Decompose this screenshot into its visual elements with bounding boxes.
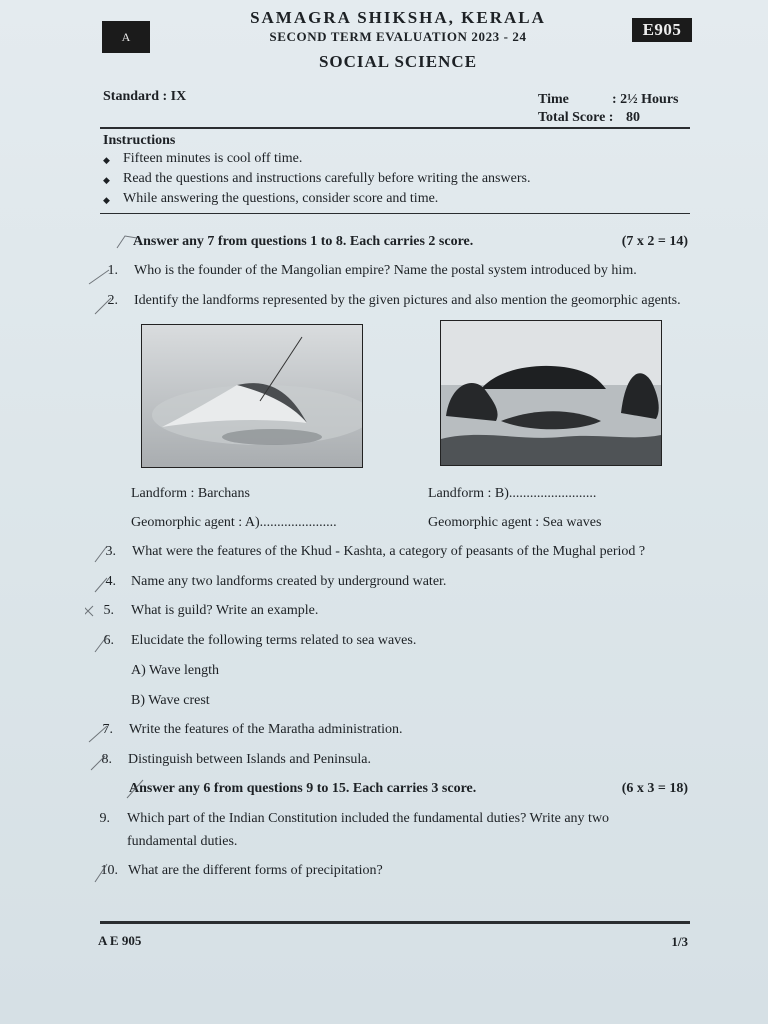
tick-icon	[91, 756, 105, 770]
instruction-item: ◆ Fifteen minutes is cool off time.	[103, 151, 302, 169]
tick-icon	[95, 298, 111, 314]
cross-icon	[85, 606, 93, 616]
total-score-label: Total Score :	[538, 110, 614, 125]
question-6-part-a: A) Wave length	[131, 663, 220, 678]
tick-icon	[95, 546, 107, 562]
section-1-marks: (7 x 2 = 14)	[621, 234, 688, 249]
pencil-tick-marks	[85, 232, 768, 892]
time-label: Time	[538, 92, 569, 107]
tick-icon	[89, 270, 109, 284]
tick-icon	[127, 780, 143, 798]
total-score-value: 80	[626, 110, 640, 125]
header-divider	[100, 127, 690, 129]
right-landform-label: Landform : B).........................	[428, 486, 597, 501]
tick-icon	[89, 726, 107, 742]
section-1-heading: Answer any 7 from questions 1 to 8. Each carries 2 score.	[133, 234, 474, 249]
bullet-icon: ◆	[103, 195, 110, 205]
bullet-icon: ◆	[103, 155, 110, 165]
section-2-heading: Answer any 6 from questions 9 to 15. Each carries 3 score.	[129, 781, 477, 796]
organisation-title: SAMAGRA SHIKSHA, KERALA	[250, 8, 546, 27]
subject-title: SOCIAL SCIENCE	[318, 52, 478, 71]
exam-title: SECOND TERM EVALUATION 2023 - 24	[269, 29, 527, 44]
tick-icon	[95, 578, 107, 592]
tick-icon	[95, 864, 107, 882]
footer-code: A E 905	[98, 933, 142, 948]
time-value: : 2½ Hours	[612, 92, 679, 107]
left-agent-label: Geomorphic agent : A)......................	[131, 515, 337, 530]
section-2-marks: (6 x 3 = 18)	[621, 781, 688, 796]
left-landform-label: Landform : Barchans	[131, 486, 250, 501]
page-number: 1/3	[671, 934, 688, 949]
bullet-icon: ◆	[103, 175, 110, 185]
instruction-item: ◆ Read the questions and instructions carefully before writing the answers.	[103, 171, 530, 189]
set-badge: A	[102, 21, 150, 53]
paper-code-badge: E905	[632, 18, 692, 42]
tick-icon	[95, 636, 107, 652]
instruction-item: ◆ While answering the questions, consider score and time.	[103, 191, 438, 209]
tick-icon	[117, 236, 137, 248]
instructions-title: Instructions	[103, 133, 176, 148]
question-9-continued: fundamental duties.	[127, 834, 238, 849]
question-6-part-b: B) Wave crest	[131, 693, 210, 708]
instructions-divider	[100, 213, 690, 214]
standard-label: Standard : IX	[103, 89, 187, 104]
right-agent-label: Geomorphic agent : Sea waves	[428, 515, 602, 530]
footer-divider	[100, 921, 690, 924]
